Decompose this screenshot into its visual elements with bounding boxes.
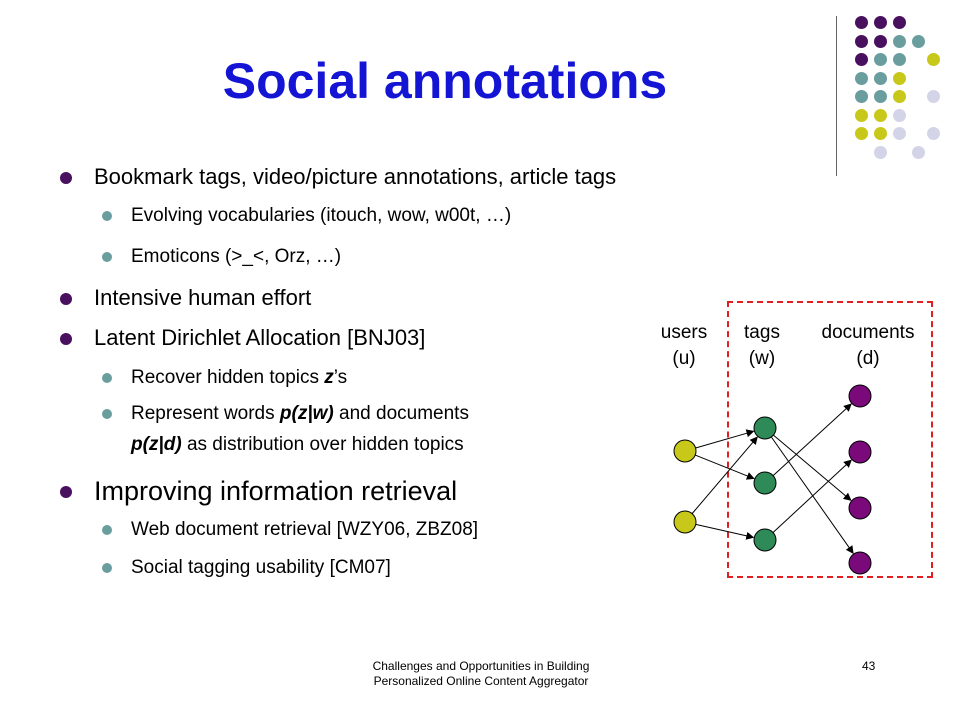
- bullet-text-part: Represent words: [131, 403, 280, 424]
- user-tag-edge: [692, 437, 757, 513]
- bullet-text: Improving information retrieval: [94, 476, 458, 506]
- bullet-text: Bookmark tags, video/picture annotations, article tags: [94, 164, 617, 189]
- page-number: 43: [862, 659, 876, 673]
- user-tag-edge: [696, 431, 754, 448]
- bullet-text: Latent Dirichlet Allocation [BNJ03]: [94, 325, 426, 350]
- documents-label: documents: [821, 322, 915, 343]
- bullet-text: Web document retrieval [WZY06, ZBZ08]: [131, 519, 479, 540]
- slide-title: Social annotations: [222, 53, 668, 109]
- users-label: users: [660, 322, 708, 343]
- documents-symbol: (d): [856, 348, 880, 369]
- user-node: [674, 440, 696, 462]
- tags-label: tags: [744, 322, 780, 343]
- bullet-text-part: p(z|w): [279, 403, 334, 424]
- tag-node: [754, 529, 776, 551]
- bullet-text-part: ’s: [333, 367, 348, 388]
- footer-line-1: Challenges and Opportunities in Building: [372, 659, 590, 673]
- bullet-text-part: p(z|d): [131, 434, 182, 455]
- document-node: [849, 441, 871, 463]
- user-node: [674, 511, 696, 533]
- tag-node: [754, 417, 776, 439]
- user-tag-edge: [696, 524, 754, 537]
- bullet-text-part: Recover hidden topics: [131, 367, 325, 388]
- document-node: [849, 385, 871, 407]
- tag-node: [754, 472, 776, 494]
- bullet-text-part: z: [324, 367, 334, 388]
- tag-document-edge: [771, 437, 853, 553]
- bullet-text: Emoticons (>_<, Orz, …): [131, 246, 342, 267]
- document-node: [849, 497, 871, 519]
- bullet-text-part: and documents: [333, 403, 469, 424]
- footer-line-2: Personalized Online Content Aggregator: [373, 674, 589, 688]
- bullet-text-part: as distribution over hidden topics: [181, 434, 464, 455]
- users-symbol: (u): [672, 348, 696, 369]
- tags-symbol: (w): [748, 348, 776, 369]
- bullet-text: Social tagging usability [CM07]: [131, 557, 391, 578]
- tag-document-edge: [773, 404, 851, 475]
- bullet-text: Intensive human effort: [94, 285, 312, 310]
- footer-text: [300, 659, 662, 689]
- document-node: [849, 552, 871, 574]
- tag-document-edge: [773, 460, 851, 532]
- tag-document-edge: [773, 435, 850, 500]
- bullet-text: Evolving vocabularies (itouch, wow, w00t, …): [131, 205, 512, 226]
